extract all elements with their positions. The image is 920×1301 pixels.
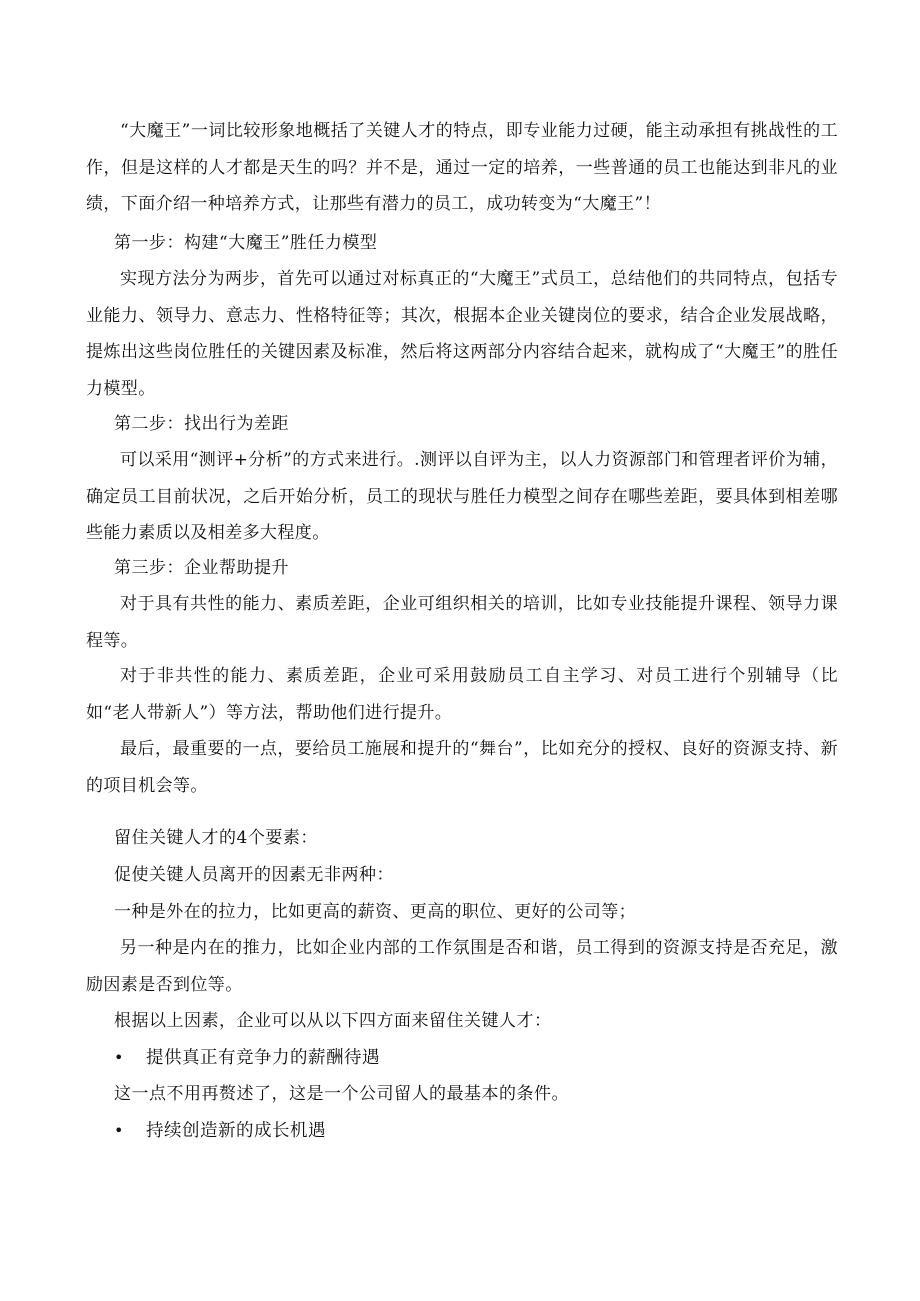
step3-paragraph-1: 对于具有共性的能力、素质差距，企业可组织相关的培训，比如专业技能提升课程、领导力课程等。 [86, 594, 838, 651]
retain-heading: 留住关键人才的4个要素： [114, 828, 318, 848]
retain-external-factor: 一种是外在的拉力，比如更高的薪资、更高的职位、更好的公司等； [114, 902, 636, 922]
retain-intro: 促使关键人员离开的因素无非两种： [114, 865, 394, 885]
step3-paragraph-2: 对于非共性的能力、素质差距，企业可采用鼓励员工自主学习、对员工进行个别辅导（比如“老人带新人”）等方法，帮助他们进行提升。 [86, 666, 838, 723]
bullet-item-2 [114, 1113, 326, 1149]
bullet-1-text: 提供真正有竞争力的薪酬待遇 [146, 1048, 380, 1068]
step2-paragraph: 可以采用“测评+分析”的方式来进行。.测评以自评为主，以人力资源部门和管理者评价为辅，确定员工目前状况，之后开始分析，员工的现状与胜任力模型之间存在哪些差距，要具体到相差哪些能力素质以及相差多大程度。 [86, 450, 838, 543]
bullet-item-1 [114, 1040, 380, 1076]
bullet-dot-icon: • [114, 1121, 124, 1140]
intro-paragraph: “大魔王”一词比较形象地概括了关键人才的特点，即专业能力过硬，能主动承担有挑战性的工作，但是这样的人才都是天生的吗？并不是，通过一定的培养，一些普通的员工也能达到非凡的业绩，下面介绍一种培养方式，让那些有潜力的员工，成功转变为“大魔王”！ [86, 121, 838, 214]
retain-summary: 根据以上因素，企业可以从以下四方面来留住关键人才： [114, 1011, 552, 1031]
step3-paragraph-3: 最后，最重要的一点，要给员工施展和提升的“舞台”，比如充分的授权、良好的资源支持、新的项目机会等。 [86, 739, 838, 796]
step1-paragraph: 实现方法分为两步，首先可以通过对标真正的“大魔王”式员工，总结他们的共同特点，包括专业能力、领导力、意志力、性格特征等；其次，根据本企业关键岗位的要求，结合企业发展战略，提炼出这些岗位胜任的关键因素及标准，然后将这两部分内容结合起来，就构成了“大魔王”的胜任力模型。 [86, 269, 838, 399]
bullet-1-paragraph: 这一点不用再赘述了，这是一个公司留人的最基本的条件。 [114, 1084, 569, 1104]
bullet-dot-icon: • [114, 1048, 124, 1067]
step2-heading: 第二步：找出行为差距 [114, 414, 289, 434]
step3-heading: 第三步：企业帮助提升 [114, 558, 289, 578]
step1-heading: 第一步：构建“大魔王”胜任力模型 [114, 233, 378, 253]
retain-internal-factor: 另一种是内在的推力，比如企业内部的工作氛围是否和谐，员工得到的资源支持是否充足，激励因素是否到位等。 [86, 938, 838, 995]
bullet-2-text: 持续创造新的成长机遇 [146, 1121, 326, 1141]
